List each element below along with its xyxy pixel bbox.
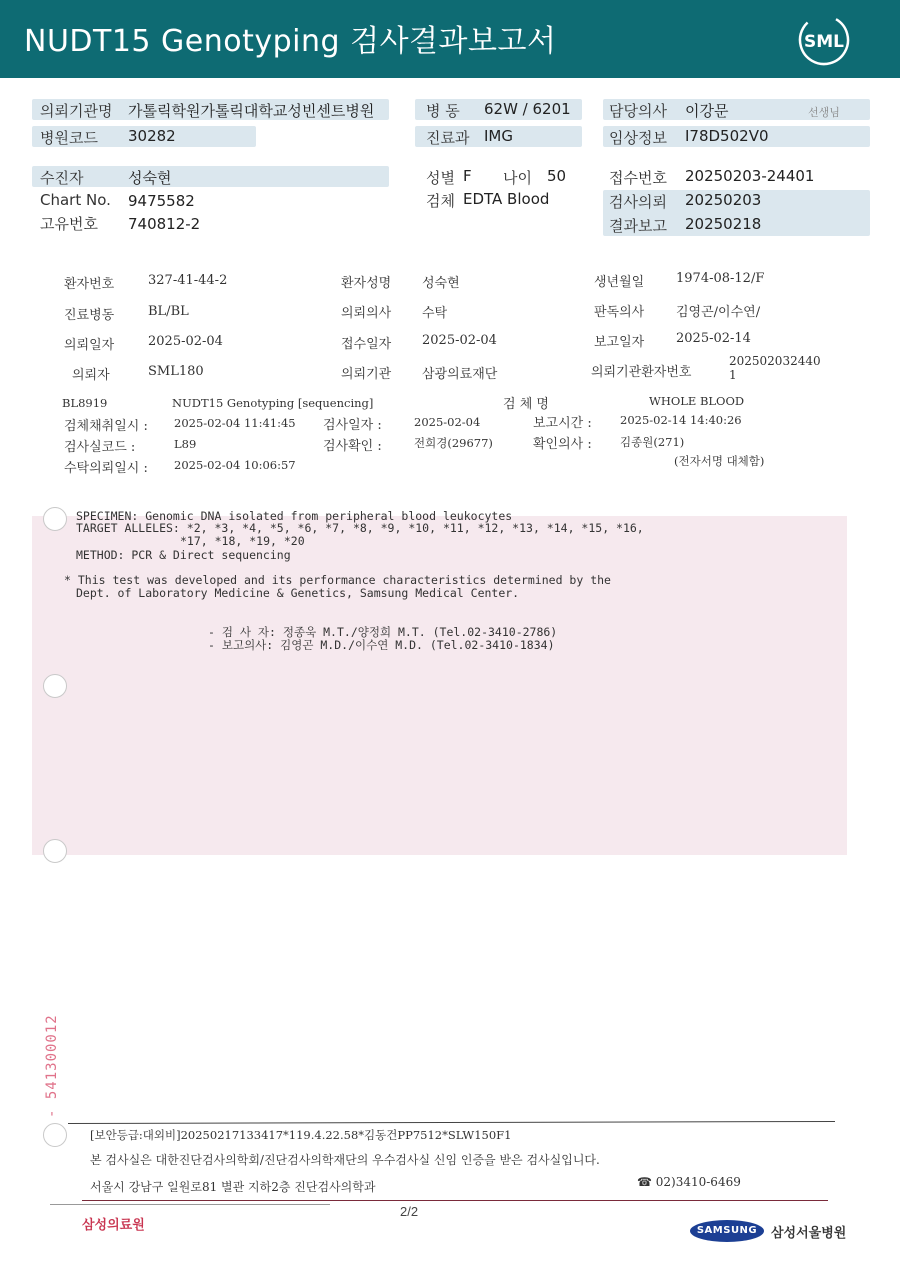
report-title: NUDT15 Genotyping 검사결과보고서: [24, 24, 557, 59]
patient-value: 성숙현: [128, 169, 172, 187]
detail-label: 보고일자: [594, 335, 645, 350]
hospital-code-value: 30282: [128, 127, 176, 145]
reporttime-label: 보고시간 :: [533, 416, 592, 431]
report-alleles-line: TARGET ALLELES: *2, *3, *4, *5, *6, *7, *8, *9, *10, *11, *12, *13, *14, *15, *16,: [76, 521, 644, 535]
certification-note: 본 검사실은 대한진단검사의학회/진단검사의학재단의 우수검사실 신임 인증을 받은 검사실입니다.: [90, 1153, 600, 1167]
request-value: 20250203: [685, 191, 762, 209]
sml-logo-icon: [798, 14, 850, 66]
unique-value: 740812-2: [128, 215, 201, 233]
security-level: [보안등급:대외비]20250217133417*119.4.22.58*김동건PP7512*SLW150F1: [90, 1128, 512, 1142]
detail-value: 수탁: [422, 306, 448, 321]
request-label: 검사의뢰: [609, 193, 667, 211]
report-tester-line: - 검 사 자: 정종욱 M.T./양정희 M.T. (Tel.02-3410-2786): [208, 625, 558, 639]
confirm-label: 검사확인 :: [323, 439, 382, 454]
report-body-area: [32, 516, 847, 855]
receipt-value: 20250203-24401: [685, 167, 815, 185]
institution-value: 가톨릭학원가톨릭대학교성빈센트병원: [128, 102, 375, 120]
detail-label: 의뢰기관환자번호: [591, 365, 692, 380]
esign-note: (전자서명 대체함): [674, 454, 765, 468]
detail-value: 김영곤/이수연/: [676, 305, 761, 320]
page-number: 2/2: [400, 1204, 419, 1219]
sex-value: F: [463, 167, 472, 185]
address: 서울시 강남구 일원로81 별관 지하2층 진단검사의학과: [90, 1180, 376, 1194]
room-value: L89: [174, 437, 197, 451]
detail-label: 생년월일: [594, 275, 645, 290]
detail-label: 진료병동: [64, 308, 115, 323]
detail-label: 의뢰자: [72, 368, 110, 383]
age-value: 50: [547, 167, 567, 185]
collect-value: 2025-02-04 11:41:45: [174, 416, 296, 430]
confirm-value: 전희경(29677): [414, 436, 493, 450]
chart-label: Chart No.: [40, 191, 111, 209]
binder-hole: [43, 674, 67, 698]
side-document-number: - 541300012: [44, 1014, 60, 1118]
institution-label: 의뢰기관명: [40, 102, 113, 120]
detail-value: 2025-02-04: [422, 333, 497, 348]
receipt-label: 접수번호: [609, 169, 667, 187]
detail-label: 의뢰기관: [341, 367, 392, 382]
detail-value: 1974-08-12/F: [676, 271, 765, 286]
specimen-label: 검체: [426, 192, 455, 210]
detail-label: 의뢰의사: [341, 306, 392, 321]
footer-bottom-line: [82, 1200, 828, 1201]
testdate-value: 2025-02-04: [414, 415, 481, 429]
report-header: [0, 0, 900, 78]
hospital-code-label: 병원코드: [40, 129, 98, 147]
collect-label: 검체채취일시 :: [64, 419, 148, 434]
test-name: NUDT15 Genotyping [sequencing]: [172, 396, 374, 410]
specimen-value: EDTA Blood: [463, 190, 550, 208]
detail-value: BL/BL: [148, 304, 189, 319]
samsung-hospital-brand: 삼성서울병원: [771, 1226, 847, 1241]
detail-value: 2025-02-04: [148, 334, 223, 349]
detail-label: 접수일자: [341, 337, 392, 352]
unique-label: 고유번호: [40, 215, 98, 233]
report-note-line: * This test was developed and its performance characteristics determined by the: [64, 573, 611, 587]
footer-bottom-line-left: [50, 1204, 330, 1205]
detail-label: 판독의사: [594, 305, 645, 320]
clinical-value: I78D502V0: [685, 127, 769, 145]
report-note-continued: Dept. of Laboratory Medicine & Genetics, Samsung Medical Center.: [76, 586, 520, 600]
dept-label: 진료과: [426, 129, 470, 147]
confirm-doctor-value: 김종원(271): [620, 435, 685, 449]
samsung-logo: SAMSUNG: [690, 1220, 764, 1242]
phone-number: ☎ 02)3410-6469: [637, 1175, 741, 1189]
test-specimen-label: 검 체 명: [503, 397, 549, 412]
detail-value: SML180: [148, 364, 204, 379]
detail-label: 의뢰일자: [64, 338, 115, 353]
samsung-medical-brand: 삼성의료원: [82, 1218, 145, 1233]
clinical-label: 임상정보: [609, 129, 667, 147]
patient-bar: [32, 166, 389, 187]
confirm-doctor-label: 확인의사 :: [533, 437, 592, 452]
detail-label: 환자번호: [64, 277, 115, 292]
report-specimen-line: SPECIMEN: Genomic DNA isolated from peripheral blood leukocytes: [76, 509, 513, 523]
test-code: BL8919: [62, 396, 108, 410]
footer-top-line: [68, 1121, 835, 1124]
ward-label: 병 동: [426, 102, 460, 120]
result-label: 결과보고: [609, 217, 667, 235]
doctor-value: 이강문: [685, 102, 729, 120]
detail-value-continued: 1: [729, 368, 737, 382]
test-specimen-value: WHOLE BLOOD: [649, 394, 745, 408]
reporttime-value: 2025-02-14 14:40:26: [620, 413, 742, 427]
doctor-label: 담당의사: [609, 102, 667, 120]
dept-value: IMG: [484, 127, 513, 145]
result-value: 20250218: [685, 215, 762, 233]
outsource-value: 2025-02-04 10:06:57: [174, 458, 296, 472]
detail-value: 202502032440: [729, 354, 821, 368]
report-alleles-continued: *17, *18, *19, *20: [180, 534, 305, 548]
ward-value: 62W / 6201: [484, 100, 571, 118]
detail-value: 삼광의료재단: [422, 367, 498, 382]
binder-hole: [43, 1123, 67, 1147]
detail-value: 성숙현: [422, 276, 460, 291]
detail-value: 2025-02-14: [676, 331, 751, 346]
report-doctor-line: - 보고의사: 김영곤 M.D./이수연 M.D. (Tel.02-3410-1834): [208, 638, 555, 652]
outsource-label: 수탁의뢰일시 :: [64, 461, 148, 476]
sex-label: 성별: [426, 169, 455, 187]
detail-label: 환자성명: [341, 276, 392, 291]
doctor-suffix: 선생님: [808, 106, 840, 119]
age-label: 나이: [503, 169, 532, 187]
report-method-line: METHOD: PCR & Direct sequencing: [76, 548, 291, 562]
detail-value: 327-41-44-2: [148, 273, 228, 288]
chart-value: 9475582: [128, 192, 195, 210]
binder-hole: [43, 507, 67, 531]
patient-label: 수진자: [40, 169, 84, 187]
svg-text:SML: SML: [804, 32, 844, 52]
testdate-label: 검사일자 :: [323, 418, 382, 433]
binder-hole: [43, 839, 67, 863]
room-label: 검사실코드 :: [64, 440, 136, 455]
